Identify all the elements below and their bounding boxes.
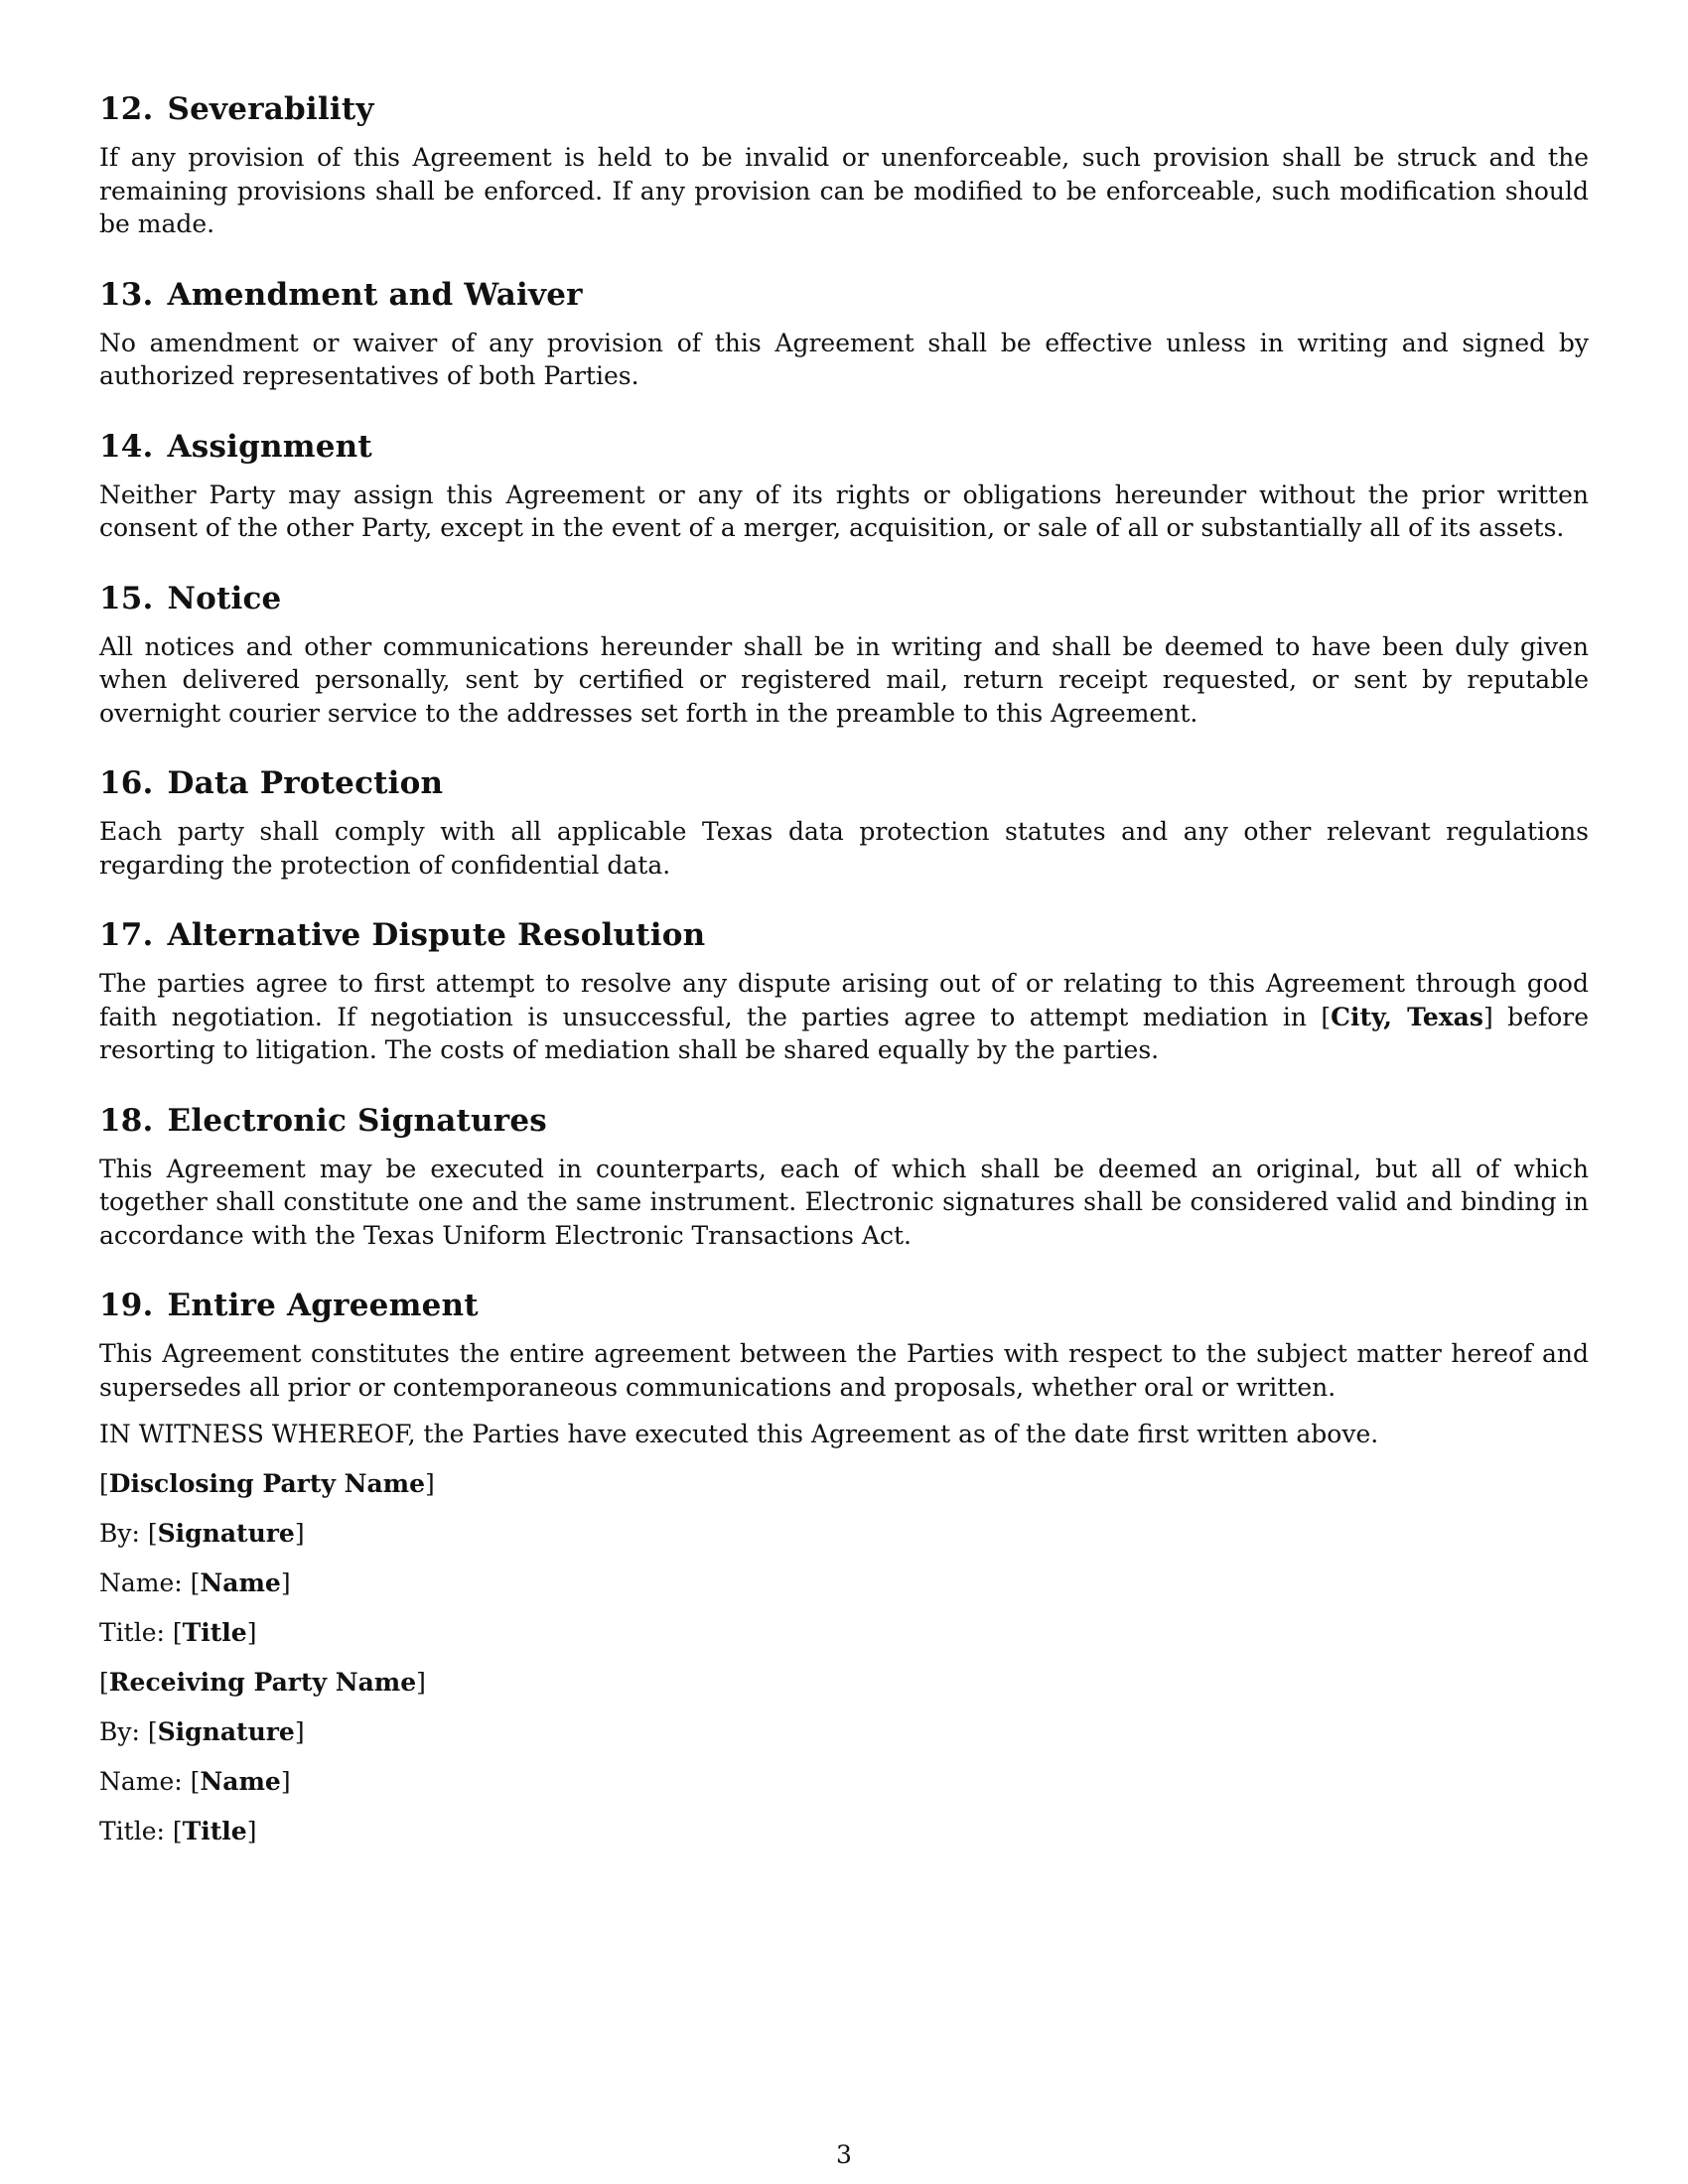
section-title: Assignment bbox=[167, 428, 372, 465]
title-line: Title: [Title] bbox=[99, 1617, 257, 1647]
name-placeholder: Name bbox=[200, 1568, 281, 1597]
section-body: Each party shall comply with all applicable Texas data protection statutes and any other relevant regulations regarding the protection of confidential data. bbox=[99, 817, 1589, 880]
section-dispute-resolution bbox=[99, 915, 1589, 1067]
mediation-location: City, Texas bbox=[1331, 1002, 1483, 1031]
section-entire-agreement bbox=[99, 1286, 1589, 1404]
section-heading bbox=[99, 915, 1589, 955]
signature-line: By: [Signature] bbox=[99, 1518, 305, 1548]
section-electronic-signatures bbox=[99, 1101, 1589, 1253]
section-body: This Agreement may be executed in counterparts, each of which shall be deemed an original, but all of which together shall constitute one and the same instrument. Electronic signatures shall be considered valid and binding in accordance with the Texas Uniform Electronic Transactions Act. bbox=[99, 1154, 1589, 1250]
section-heading bbox=[99, 427, 1589, 467]
section-title: Entire Agreement bbox=[167, 1288, 479, 1323]
section-heading bbox=[99, 275, 1589, 315]
section-body-text: The parties agree to first attempt to resolve any dispute arising out of or relating to this Agreement through good faith negotiation. If negotiation is unsuccessful, the parties agree to attempt mediation in [ bbox=[99, 969, 1589, 1031]
section-number: 13. bbox=[99, 276, 154, 313]
section-title: Notice bbox=[167, 580, 282, 616]
section-body: If any provision of this Agreement is held to be invalid or unenforceable, such provision shall be struck and the remaining provisions shall be enforced. If any provision can be modified to be enforceable, such modification should be made. bbox=[99, 143, 1589, 238]
name-placeholder: Name bbox=[200, 1766, 281, 1796]
section-number: 17. bbox=[99, 917, 154, 953]
name-label: Name: bbox=[99, 1568, 183, 1597]
section-heading bbox=[99, 89, 1589, 129]
name-line: Name: [Name] bbox=[99, 1766, 291, 1796]
section-body-text: ] before resorting to litigation. The costs of mediation shall be shared equally by the parties. bbox=[99, 1002, 1589, 1064]
section-title: Data Protection bbox=[167, 765, 444, 801]
receiving-party-signature-block bbox=[99, 1666, 1589, 1848]
section-heading bbox=[99, 579, 1589, 618]
section-number: 18. bbox=[99, 1102, 154, 1139]
section-number: 14. bbox=[99, 428, 154, 465]
title-line: Title: [Title] bbox=[99, 1816, 257, 1845]
party-name: Disclosing Party Name bbox=[108, 1468, 426, 1498]
page-number: 3 bbox=[836, 2140, 852, 2169]
section-body: This Agreement constitutes the entire agreement between the Parties with respect to the subject matter hereof and supersedes all prior or contemporaneous communications and proposals, whether oral or written. bbox=[99, 1339, 1589, 1402]
section-heading bbox=[99, 1286, 1589, 1325]
section-number: 16. bbox=[99, 765, 154, 801]
section-title: Alternative Dispute Resolution bbox=[167, 917, 706, 953]
witness-statement: IN WITNESS WHEREOF, the Parties have executed this Agreement as of the date first written above. bbox=[99, 1420, 1379, 1448]
section-data-protection bbox=[99, 763, 1589, 882]
section-title: Electronic Signatures bbox=[167, 1102, 547, 1139]
section-heading bbox=[99, 1101, 1589, 1141]
section-body: No amendment or waiver of any provision of this Agreement shall be effective unless in writing and signed by authorized representatives of both Parties. bbox=[99, 328, 1589, 390]
section-amendment-waiver bbox=[99, 275, 1589, 393]
section-body: All notices and other communications hereunder shall be in writing and shall be deemed to have been duly given when delivered personally, sent by certified or registered mail, return receipt requested, or sent by reputable overnight courier service to the addresses set forth in the preamble to this Agreement. bbox=[99, 631, 1589, 728]
title-placeholder: Title bbox=[182, 1617, 247, 1647]
section-assignment bbox=[99, 427, 1589, 545]
signature-placeholder: Signature bbox=[157, 1716, 295, 1746]
section-heading bbox=[99, 763, 1589, 803]
section-notice bbox=[99, 579, 1589, 731]
section-number: 12. bbox=[99, 91, 154, 127]
document-page bbox=[99, 89, 1589, 1864]
disclosing-party-signature-block bbox=[99, 1467, 1589, 1650]
section-title: Amendment and Waiver bbox=[167, 276, 583, 313]
party-name-line: [Receiving Party Name] bbox=[99, 1667, 426, 1697]
by-label: By: bbox=[99, 1518, 140, 1548]
section-number: 19. bbox=[99, 1288, 154, 1323]
title-placeholder: Title bbox=[182, 1816, 247, 1845]
by-label: By: bbox=[99, 1716, 140, 1746]
signature-placeholder: Signature bbox=[157, 1518, 295, 1548]
signature-line: By: [Signature] bbox=[99, 1716, 305, 1746]
title-label: Title: bbox=[99, 1617, 165, 1647]
title-label: Title: bbox=[99, 1816, 165, 1845]
party-name: Receiving Party Name bbox=[108, 1667, 417, 1697]
party-name-line: [Disclosing Party Name] bbox=[99, 1468, 435, 1498]
section-body bbox=[99, 967, 1589, 1067]
section-number: 15. bbox=[99, 580, 154, 616]
name-line: Name: [Name] bbox=[99, 1568, 291, 1597]
section-title: Severability bbox=[167, 91, 374, 127]
section-severability bbox=[99, 89, 1589, 241]
name-label: Name: bbox=[99, 1766, 183, 1796]
section-body: Neither Party may assign this Agreement or any of its rights or obligations hereunder without the prior written consent of the other Party, except in the event of a merger, acquisition, or sale of all or substantially all of its assets. bbox=[99, 479, 1589, 542]
